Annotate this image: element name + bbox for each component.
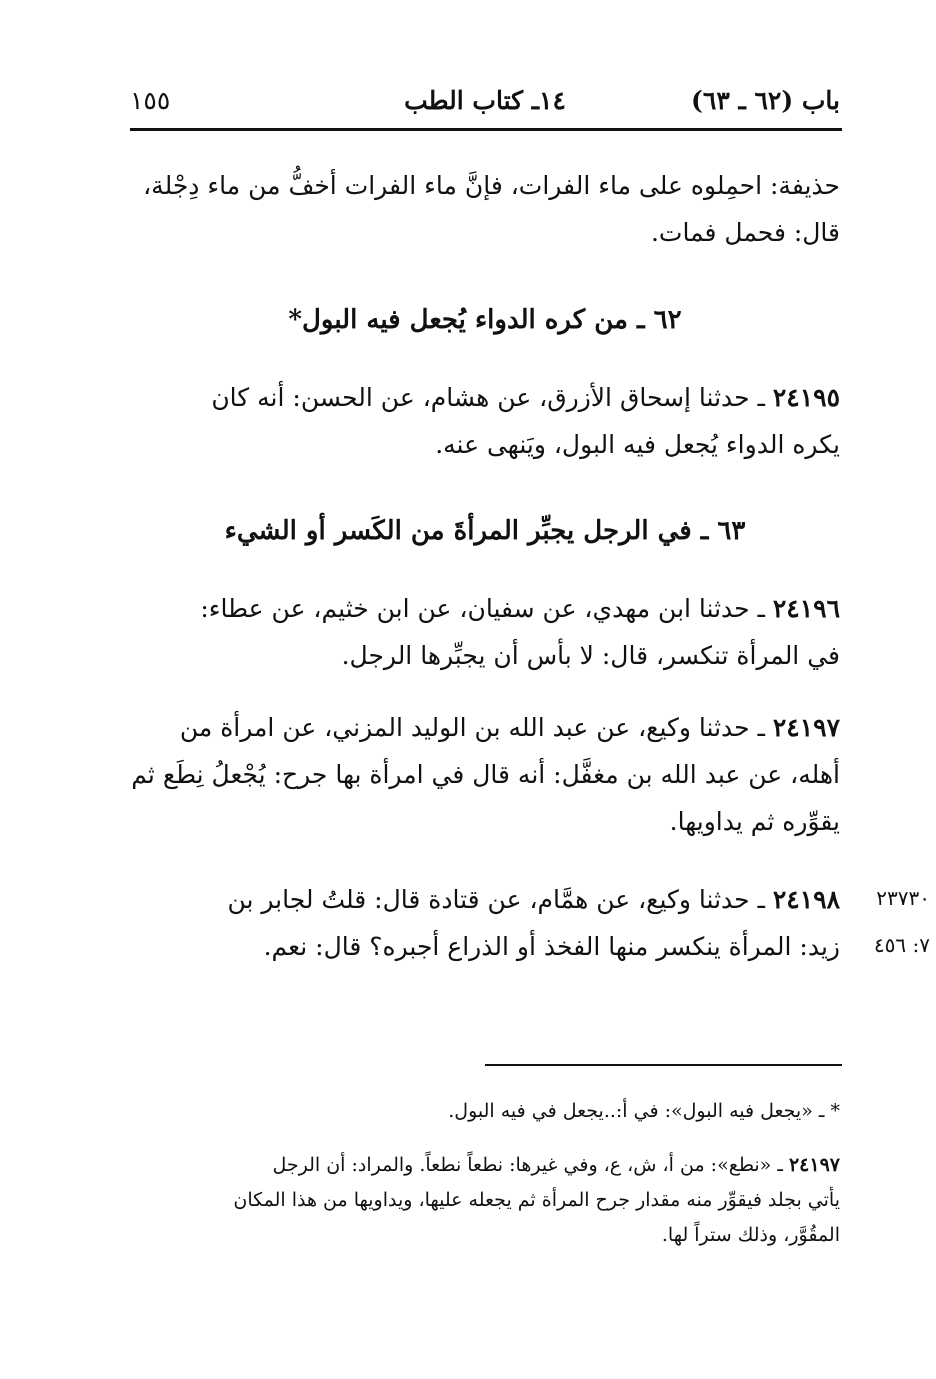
footnote-line: المقُوَّر، وذلك ستراً لها. bbox=[661, 1224, 840, 1246]
text-line bbox=[130, 374, 840, 421]
text-line bbox=[130, 876, 840, 923]
text-line: زيد: المرأة ينكسر منها الفخذ أو الذراع أجبره؟ قال: نعم. bbox=[263, 932, 840, 961]
intro-paragraph bbox=[130, 162, 840, 256]
text-line: في المرأة تنكسر، قال: لا بأس أن يجبِّرها الرجل. bbox=[341, 641, 840, 670]
hadith-text: ـ حدثنا وكيع، عن همَّام، عن قتادة قال: قلتُ لجابر بن bbox=[227, 885, 765, 914]
section-heading-62: ٦٢ ـ من كره الدواء يُجعل فيه البول* bbox=[288, 305, 682, 335]
footnote-number: ٢٤١٩٧ bbox=[788, 1154, 840, 1176]
chapter-reference: باب (٦٢ ـ ٦٣) bbox=[691, 86, 840, 115]
page-header bbox=[130, 82, 840, 122]
margin-reference: ٧: ٤٥٦ bbox=[873, 933, 930, 957]
margin-reference: ٢٣٧٣٠ bbox=[876, 886, 930, 910]
text-line: حذيفة: احمِلوه على ماء الفرات، فإنَّ ماء الفرات أخفُّ من ماء دِجْلة، bbox=[143, 171, 840, 200]
footnote-divider bbox=[485, 1064, 842, 1066]
footnote-text: ـ «نطع»: من أ، ش، ع، وفي غيرها: نطعاً نطعاً. والمراد: أن الرجل bbox=[272, 1154, 783, 1176]
hadith-text: ـ حدثنا وكيع، عن عبد الله بن الوليد المزني، عن امرأة من bbox=[179, 713, 765, 742]
hadith-text: ـ حدثنا إسحاق الأزرق، عن هشام، عن الحسن: أنه كان bbox=[211, 383, 765, 412]
footnote-24197 bbox=[130, 1148, 840, 1253]
hadith-number: ٢٤١٩٨ bbox=[772, 885, 840, 914]
hadith-number: ٢٤١٩٥ bbox=[772, 383, 840, 412]
section-heading-63: ٦٣ ـ في الرجل يجبِّر المرأةَ من الكَسر أو الشيء bbox=[224, 516, 746, 546]
hadith-24195 bbox=[130, 374, 840, 468]
text-line: يقوِّره ثم يداويها. bbox=[669, 807, 840, 836]
hadith-text: ـ حدثنا ابن مهدي، عن سفيان، عن ابن خثيم، عن عطاء: bbox=[200, 594, 765, 623]
text-line: قال: فحمل فمات. bbox=[650, 218, 840, 247]
footnote-line: يأتي بجلد فيقوِّر منه مقدار جرح المرأة ثم يجعله عليها، ويداويها من هذا المكان bbox=[233, 1189, 840, 1211]
footnote-line bbox=[130, 1148, 840, 1183]
footnote-text: * ـ «يجعل فيه البول»: في أ:..يجعل في فيه البول. bbox=[448, 1100, 840, 1122]
hadith-24197 bbox=[130, 704, 840, 845]
hadith-number: ٢٤١٩٧ bbox=[772, 713, 840, 742]
footnote-star bbox=[130, 1094, 840, 1129]
hadith-24196 bbox=[130, 585, 840, 679]
text-line: يكره الدواء يُجعل فيه البول، ويَنهى عنه. bbox=[435, 430, 840, 459]
hadith-24198 bbox=[130, 876, 840, 970]
text-line: أهله، عن عبد الله بن مغفَّل: أنه قال في امرأة بها جرح: يُجْعلُ نِطَع ثم bbox=[131, 760, 840, 789]
page-number: ١٥٥ bbox=[130, 86, 171, 115]
hadith-number: ٢٤١٩٦ bbox=[772, 594, 840, 623]
text-line bbox=[130, 704, 840, 751]
book-title: ١٤ـ كتاب الطب bbox=[404, 86, 566, 115]
header-divider bbox=[130, 128, 842, 131]
text-line bbox=[130, 585, 840, 632]
